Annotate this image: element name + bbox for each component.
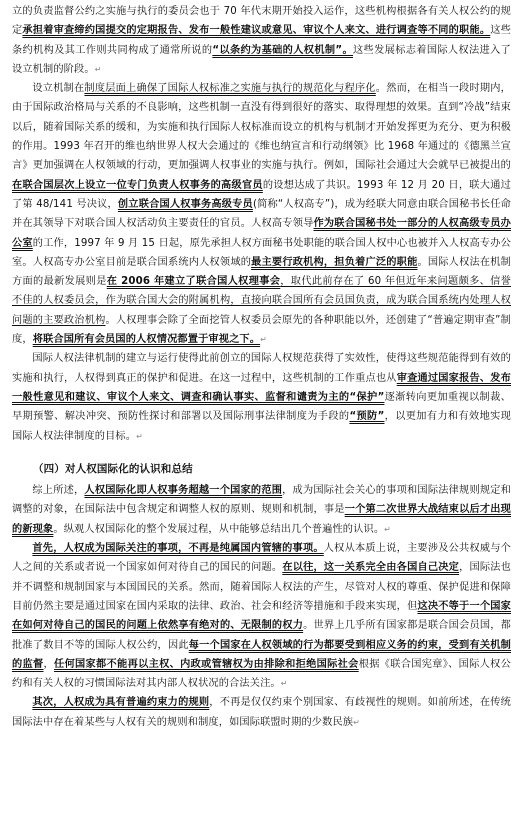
paragraph xyxy=(12,481,511,539)
text-run: 任何国家都不能再以主权、内政或管辖权为由排除和拒绝国际社会 xyxy=(54,658,359,670)
paragraph xyxy=(12,349,511,445)
text-run: 制度层面上确保了国际人权标准之实施与执行的规范化与程序化 xyxy=(84,83,376,95)
text-run: ，以更加有力和有效地实现国际人权法律制度的目标。 xyxy=(12,411,511,442)
text-run: 。世界上几乎所有国家都是联合国会员国，都批准了数目不等的国际人权公约，因此 xyxy=(12,620,512,651)
paragraph-mark-icon: ↵ xyxy=(353,717,360,727)
text-run: 承担着审查缔约国提交的定期报告、发布一般性建议或意见、审议个人来文、进行调查等不同的职能。 xyxy=(22,25,491,37)
text-run: 在 2006 年建立了联合国人权理事会 xyxy=(106,276,281,288)
text-run: 人权国际化即人权事务超越一个国家的范围 xyxy=(84,485,283,497)
text-run: 作为联合国秘书处一部分的人权高级专员办公室 xyxy=(12,218,511,249)
paragraph xyxy=(12,539,511,693)
text-run: 综上所述， xyxy=(32,485,85,497)
paragraph-mark-icon: ↵ xyxy=(94,64,102,74)
text-run: 最主要行政机构，担负着广泛的职能 xyxy=(251,256,418,268)
text-run: ， xyxy=(43,658,55,670)
text-run: 将联合国所有会员国的人权情况都置于审视之下。 xyxy=(32,334,261,346)
text-run: 在以往，这一关系完全由各国自己决定 xyxy=(282,562,460,574)
text-run: 的设想达成了共识。1993 年 12 月 20 日，联大通过了第 48/141 号决议， xyxy=(12,179,511,210)
paragraph-mark-icon: ↵ xyxy=(260,335,267,345)
text-run: 。然而，在相当一段时期内，由于国际政治格局与关系的不良影响，这些机制一直没有得到很好的落实、取得理想的效果。直到“冷战”结束以后，随着国际关系的缓和，为实施和执行国际人权标准而设立的机构与机制才开始发挥更为充分、更为积极的作用。1993 年召开的维也纳世界人权大会通过的《维也纳宣言和行动纲领》比 1968 年通过的《德黑兰宣言》更加强调在人权领域的行动，更加强调人权事业的实施与执行。例如，国际社会通过大会就早已被提出的 xyxy=(12,83,512,172)
paragraph xyxy=(12,693,511,732)
text-run: 。国际人权法在机制方面的最新发展则是 xyxy=(12,256,511,288)
text-run: ，成为国际社会关心的事项和国际法律规则规定和调整的对象，在国际法中包含规定和调整人权的原则、规则和机制，事是 xyxy=(12,485,511,516)
paragraph-mark-icon: ↵ xyxy=(136,431,143,441)
text-run: 人权从本质上说，主要涉及公共权威与个人之间的关系或者说一个国家如何对待自己的国民的问题。 xyxy=(12,543,512,574)
text-run: ，不再是仅仅约束个别国家、有歧视性的规则。如前所述，在传统国际法中存在着某些与人权有关的规则和制度，如国际联盟时期的少数民族 xyxy=(12,697,511,728)
text-run: 国际人权法律机制的建立与运行使得此前创立的国际人权规范获得了实效性，使得这些规范能得到有效的实施和执行，人权得到真正的保护和促进。在这一过程中，这些机制的工作重点也从 xyxy=(12,353,511,384)
text-run: 一个第二次世界大战结束以后才出现的新现象 xyxy=(12,504,511,535)
text-run: 其次，人权成为具有普遍约束力的规则 xyxy=(32,697,210,709)
paragraph xyxy=(12,79,511,349)
text-run: 这决不等于一个国家在如何对待自己的国民的问题上依然享有绝对的、无限制的权力 xyxy=(12,600,511,632)
paragraph-mark-icon: ↵ xyxy=(384,524,392,534)
text-run: 在联合国层次上设立一位专门负责人权事务的高级官员 xyxy=(12,179,263,191)
text-run: “以条约为基础的人权机制”。 xyxy=(212,44,354,56)
text-run: “预防” xyxy=(349,411,385,423)
paragraph-mark-icon: ↵ xyxy=(280,679,288,689)
text-run: (简称“人权高专”)，成为经联大同意由联合国秘书长任命并在其领导下对联合国人权活动负主要责任的官员。人权高专领导 xyxy=(12,198,511,230)
text-run: 。纵观人权国际化的整个发展过程，从中能够总结出几个普遍性的认识。 xyxy=(53,523,385,535)
text-run: 审查通过国家报告、发布一般性意见和建议、审议个人来文、调查和确认事实、监督和谴责为主的“保护” xyxy=(12,372,511,403)
spacer xyxy=(12,446,511,458)
text-run: 这些条约机构及其工作则共同构成了通常所说的 xyxy=(12,25,511,56)
paragraph xyxy=(12,2,511,79)
text-run: 设立机制在 xyxy=(32,83,85,95)
text-run: 根据《联合国宪章》、国际人权公约和有关人权的习惯国际法对其内部人权状况的合法关注。 xyxy=(12,658,511,690)
text-run: 立的负责监督公约之实施与执行的委员会也于 70 年代末期开始投入运作，这些机构根据各有关人权公约的规定 xyxy=(12,6,511,37)
text-run: 创立联合国人权事务高级专员 xyxy=(117,198,253,210)
text-run: 。人权理事会除了全面挖管人权委员会原先的各种职能以外，还创建了“普遍定期审查”制度， xyxy=(12,314,511,346)
section-title: （四）对人权国际化的认识和总结 xyxy=(33,462,193,475)
text-run: ，取代此前存在了 60 年但近年来问题颇多、信誉不佳的人权委员会，作为联合国大会的附属机构，直接向联合国所有会员国负责，成为联合国系统内处理人权问题的主要政治机构 xyxy=(12,276,511,326)
text-run: 这些发展标志着国际人权法进入了设立机制的阶段。 xyxy=(12,44,511,75)
text-run: 每一个国家在人权领域的行为都要受到相应义务的约束，受到有关机制的监督 xyxy=(12,639,511,670)
text-run: 逐渐转向更加重视以制裁、早期预警、解决冲突、预防性探讨和部署以及国际刑事法律制度为手段的 xyxy=(12,391,511,423)
text-run: 首先，人权成为国际关注的事项，不再是纯属国内管辖的事项。 xyxy=(32,543,324,555)
text-run: 的工作，1997 年 9 月 15 日起，原先承担人权方面秘书处职能的联合国人权中心也被并入人权高专办公室。人权高专办公室目前是联合国系统内人权领域的 xyxy=(12,237,511,268)
text-run: ，国际法也并不调整和规制国家与本国国民的关系。然而，随着国际人权法的产生，尽管对人权的尊重、保护促进和保障目前仍然主要是通过国家在国内采取的法律、政治、社会和经济等措施和手段来实现，但 xyxy=(12,562,511,612)
